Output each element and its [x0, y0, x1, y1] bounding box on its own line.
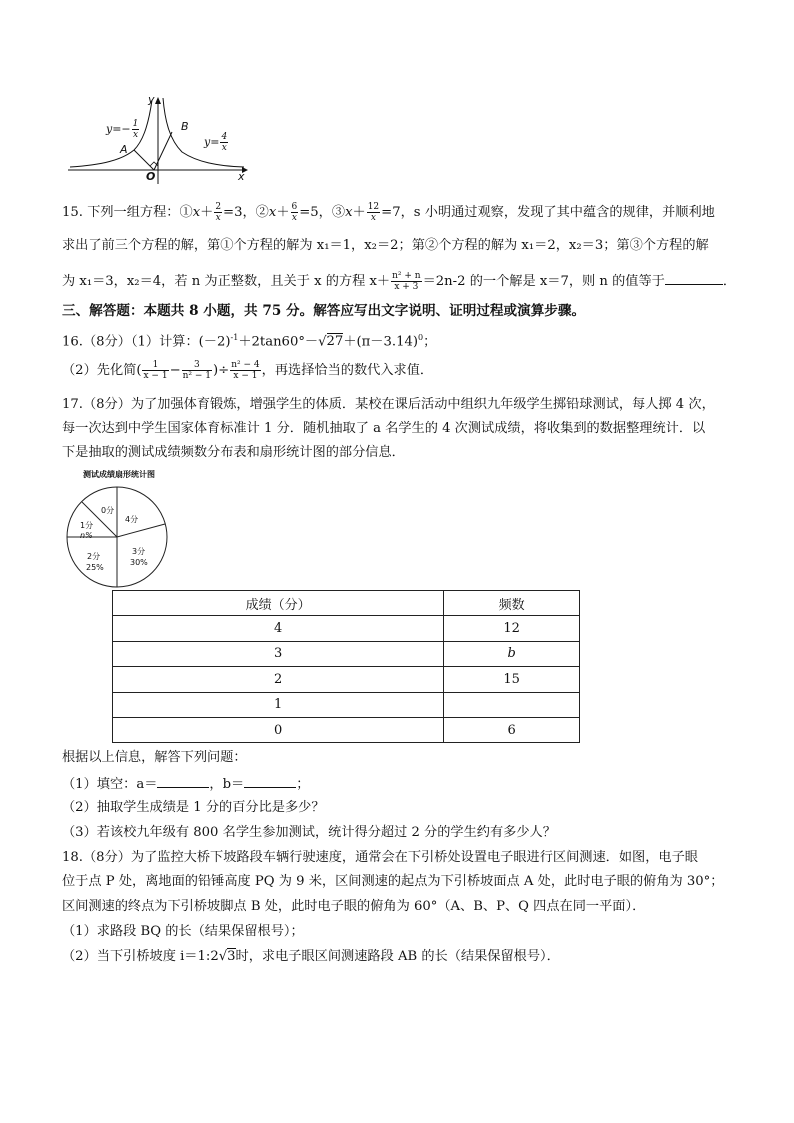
table-cell: 2 — [113, 667, 444, 692]
q17-line-2: 每一次达到中学生国家体育标准计 1 分．随机抽取了 a 名学生的 4 次测试成绩，将收集到的数据整理统计．以 — [62, 421, 706, 436]
q17-line-3: 下是抽取的测试成绩频数分布表和扇形统计图的部分信息． — [62, 445, 405, 460]
table-row — [113, 641, 580, 666]
q17-answer-a-blank[interactable] — [157, 773, 209, 788]
section-3-heading: 三、解答题：本题共 8 小题，共 75 分。解答应写出文字说明、证明过程或演算步骤。 — [62, 303, 586, 319]
graph-curve-left-label: y=− $\frac{1}{x}$ — [106, 119, 139, 140]
table-row — [113, 667, 580, 692]
q17-part-3: （3）若该校九年级有 800 名学生参加测试，统计得分超过 2 分的学生约有多少人？ — [62, 825, 556, 840]
q15-answer-blank[interactable] — [665, 270, 723, 285]
graph-y-label: y — [148, 93, 155, 106]
pie-label-2: 2分 — [87, 552, 101, 561]
q17-answer-b-blank[interactable] — [244, 773, 296, 788]
table-cell: 6 — [444, 717, 580, 742]
graph-curve-right-label: y= $\frac{4}{x}$ — [204, 132, 228, 153]
q17-after: 根据以上信息，解答下列问题： — [62, 750, 247, 765]
q18-line-2: 位于点 P 处，离地面的铅锤高度 PQ 为 9 米，区间测速的起点为下引桥坡面点 A 处，此时电子眼的俯角为 30°； — [62, 874, 724, 889]
table-cell: 3 — [113, 641, 444, 666]
table-cell: 1 — [113, 692, 444, 717]
q18-line-1: 18.（8分）为了监控大桥下坡路段车辆行驶速度，通常会在下引桥处设置电子眼进行区间测速．如图，电子眼 — [62, 850, 698, 865]
pie-label-3: 3分 — [132, 547, 146, 556]
pie-chart-title: 测试成绩扇形统计图 — [83, 470, 155, 479]
q17-part-2: （2）抽取学生成绩是 1 分的百分比是多少？ — [62, 800, 325, 815]
q15-line-1: 15. 下列一组方程：①x＋ $\frac{2}{x}$ =3，②x＋ $\frac{6}{x}$ =5，③x＋ $\frac{12}{x}$ =7，s 小明通过观察，发现了其中蕴含的规律，并顺利地 — [62, 202, 715, 223]
table-header-frequency: 频数 — [444, 591, 580, 616]
q15-line-3: 为 x₁＝3，x₂＝4，若 n 为正整数，且关于 x 的方程 x＋ $\frac{\text{n² + n}}{x + 3}$ ＝2n-2 的一个解是 x＝7，则 n 的值等于 ． — [62, 271, 737, 292]
q18-line-4: （1）求路段 BQ 的长（结果保留根号）； — [62, 924, 304, 939]
pie-label-0: 0分 — [101, 506, 115, 515]
table-header-score: 成绩（分） — [113, 591, 444, 616]
q16-line-1: 16.（8分）（1）计算：$(-2)^{-1}+2\tan 60^\circ-√27+(\pi-3.14)^0$； — [62, 333, 437, 350]
graph-point-b: B — [181, 120, 189, 133]
q17-line-1: 17.（8分）为了加强体育锻炼，增强学生的体质．某校在课后活动中组织九年级学生掷铅球测试，每人掷 4 次， — [62, 397, 715, 412]
q17-part-1: （1）填空：a＝ ，b＝ ； — [62, 773, 309, 795]
pie-label-4: 4分 — [125, 515, 139, 524]
graph-point-a: A — [120, 143, 128, 156]
table-row — [113, 717, 580, 742]
frequency-table — [112, 590, 580, 743]
pie-label-3-pct: 30% — [130, 558, 148, 567]
table-cell: 4 — [113, 616, 444, 641]
q16-line-2: （2）先化简( $\frac{1}{x - 1}$ − $\frac{3}{\text{n² − 1}}$ )÷ $\frac{\text{n² − 4}}{x - 1}$ ，再选择恰当的数代入求值． — [62, 360, 434, 381]
graph-x-label: x — [238, 170, 245, 183]
table-cell: 15 — [444, 667, 580, 692]
table-row — [113, 616, 580, 641]
q18-line-3: 区间测速的终点为下引桥坡脚点 B 处，此时电子眼的俯角为 60°（A、B、P、Q 四点在同一平面）． — [62, 899, 646, 914]
table-cell: 0 — [113, 717, 444, 742]
table-header-row — [113, 591, 580, 616]
q18-line-5: （2）当下引桥坡度 i＝1:2√3时，求电子眼区间测速路段 AB 的长（结果保留根号）． — [62, 949, 560, 964]
q15-line-2: 求出了前三个方程的解，第①个方程的解为 x₁＝1，x₂＝2；第②个方程的解为 x₁＝2，x₂＝3；第③个方程的解 — [62, 238, 709, 253]
table-row — [113, 692, 580, 717]
pie-label-2-pct: 25% — [86, 563, 104, 572]
graph-origin-label: O — [146, 170, 156, 183]
table-cell: 12 — [444, 616, 580, 641]
table-cell — [444, 692, 580, 717]
table-cell: b — [444, 641, 580, 666]
pie-label-1: 1分 — [80, 521, 94, 530]
pie-label-1-pct: n% — [80, 531, 93, 540]
